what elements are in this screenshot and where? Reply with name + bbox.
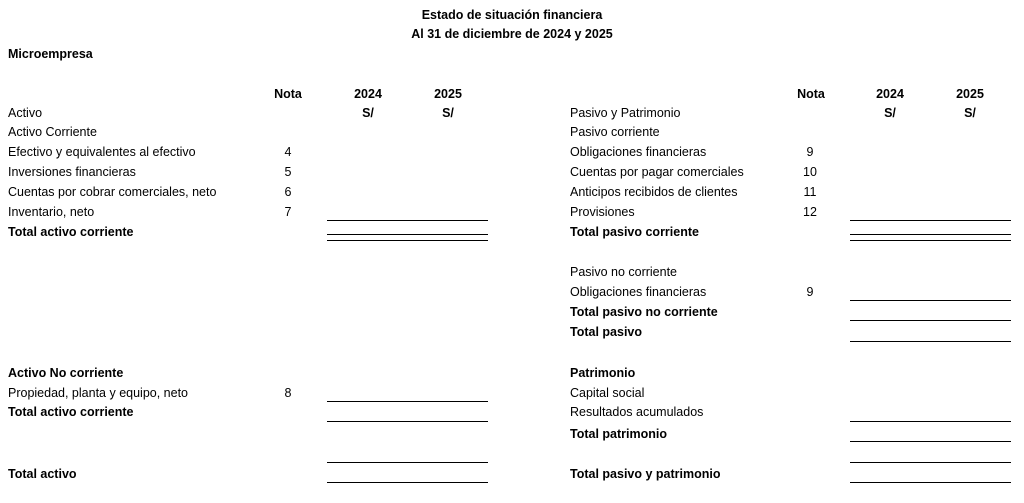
right-2024-currency: S/ <box>884 106 896 120</box>
assets-section-label: Activo <box>8 106 43 120</box>
liability-item-label: Anticipos recibidos de clientes <box>570 185 738 199</box>
asset-item-label: Inversiones financieras <box>8 165 136 179</box>
asset-item-nota: 5 <box>284 165 292 179</box>
total-rule <box>327 234 488 235</box>
right-2025-currency: S/ <box>964 106 976 120</box>
total-noncurrent-assets-label: Total activo corriente <box>8 405 134 419</box>
total-rule <box>850 441 1011 442</box>
asset-item-nota: 7 <box>284 205 292 219</box>
subtotal-rule <box>850 462 1011 463</box>
total-liabilities-equity-label: Total pasivo y patrimonio <box>570 467 721 481</box>
total-equity-label: Total patrimonio <box>570 427 667 441</box>
noncurrent-liabilities-header: Pasivo no corriente <box>570 265 678 279</box>
liability-item-nota: 9 <box>806 285 814 299</box>
subtotal-rule <box>327 220 488 221</box>
left-2024-currency: S/ <box>362 106 374 120</box>
total-rule <box>850 234 1011 235</box>
subtotal-rule <box>850 300 1011 301</box>
asset-item-nota: 6 <box>284 185 292 199</box>
total-noncurrent-liabilities-label: Total pasivo no corriente <box>570 305 718 319</box>
subtotal-rule <box>850 421 1011 422</box>
total-liabilities-label: Total pasivo <box>570 325 643 339</box>
liability-item-nota: 12 <box>803 205 817 219</box>
liabilities-equity-section-label: Pasivo y Patrimonio <box>570 106 681 120</box>
liability-item-nota: 10 <box>803 165 817 179</box>
grand-total-rule <box>850 482 1011 483</box>
equity-header: Patrimonio <box>570 366 636 380</box>
asset-item-nota: 8 <box>284 386 292 400</box>
statement-subtitle: Al 31 de diciembre de 2024 y 2025 <box>411 27 613 41</box>
total-rule <box>327 421 488 422</box>
asset-item-nota: 4 <box>284 145 292 159</box>
equity-item-label: Capital social <box>570 386 645 400</box>
liability-item-label: Obligaciones financieras <box>570 285 707 299</box>
left-2025-header: 2025 <box>434 87 462 101</box>
company-name: Microempresa <box>8 47 93 61</box>
liability-item-label: Cuentas por pagar comerciales <box>570 165 744 179</box>
subtotal-rule <box>327 462 488 463</box>
right-2025-header: 2025 <box>956 87 984 101</box>
asset-item-label: Cuentas por cobrar comerciales, neto <box>8 185 217 199</box>
noncurrent-assets-header: Activo No corriente <box>8 366 124 380</box>
total-rule <box>327 240 488 241</box>
total-assets-label: Total activo <box>8 467 77 481</box>
total-current-liabilities-label: Total pasivo corriente <box>570 225 699 239</box>
grand-total-rule <box>327 482 488 483</box>
left-2024-header: 2024 <box>354 87 382 101</box>
liability-item-label: Provisiones <box>570 205 635 219</box>
right-nota-header: Nota <box>797 87 825 101</box>
asset-item-label: Inventario, neto <box>8 205 95 219</box>
liability-item-nota: 9 <box>806 145 814 159</box>
statement-title: Estado de situación financiera <box>421 8 603 22</box>
total-current-assets-label: Total activo corriente <box>8 225 134 239</box>
current-assets-header: Activo Corriente <box>8 125 97 139</box>
subtotal-rule <box>850 220 1011 221</box>
current-liabilities-header: Pasivo corriente <box>570 125 660 139</box>
asset-item-label: Propiedad, planta y equipo, neto <box>8 386 188 400</box>
liability-item-label: Obligaciones financieras <box>570 145 707 159</box>
right-2024-header: 2024 <box>876 87 904 101</box>
asset-item-label: Efectivo y equivalentes al efectivo <box>8 145 196 159</box>
total-rule <box>850 341 1011 342</box>
left-nota-header: Nota <box>274 87 302 101</box>
total-rule <box>850 320 1011 321</box>
equity-item-label: Resultados acumulados <box>570 405 704 419</box>
left-2025-currency: S/ <box>442 106 454 120</box>
total-rule <box>850 240 1011 241</box>
liability-item-nota: 11 <box>803 185 817 199</box>
subtotal-rule <box>327 401 488 402</box>
